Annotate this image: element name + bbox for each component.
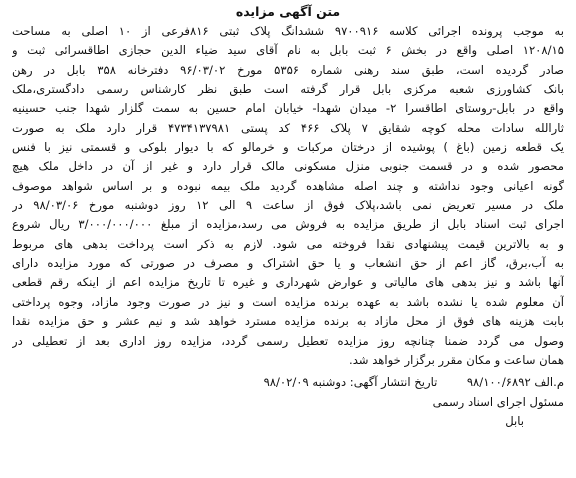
body-line: و به بالاترین قیمت پیشنهادی نقدا فروخته می شود. لازم به ذکر است پرداخت بدهی های مربوط xyxy=(12,236,564,251)
publish-date: تاریخ انتشار آگهی: دوشنبه ۹۸/۰۲/۰۹ xyxy=(263,375,438,390)
body-line: ملک در مسیر تعریض نمی باشد،پلاک فوق از ساعت ۹ الی ۱۲ روز دوشنبه مورخ ۹۸/۰۳/۰۶ در xyxy=(12,198,564,213)
body-line: آنها باشد و نیز بدهی های مالیاتی و عوارض شهرداری و غیره تا تاریخ مزایده اعم از اینکه رقم قطعی xyxy=(12,275,564,290)
signatory-city-text: بابل xyxy=(505,413,524,428)
signatory-title: مسئول اجرای اسناد رسمی xyxy=(432,394,564,409)
notice-title: متن آگهی مزایده xyxy=(235,4,341,19)
body-line: گونه اعیانی وجود نداشته و چند اصله مشاهده گردید ملک بیمه نبوده و بر اساس شواهد موصوف xyxy=(12,178,564,193)
body-line: به آب،برق، گاز اعم از حق انشعاب و یا حق اشتراک و مصرف در صورتی که مورد مزایده دارای xyxy=(12,256,564,271)
body-line: همان ساعت و مکان مقرر برگزار خواهد شد. xyxy=(349,352,564,367)
body-line: اجرای ثبت اسناد بابل از طریق مزایده به فروش می رسد،مزایده از مبلغ ۳/۰۰۰/۰۰۰/۰۰۰ ریال شروع xyxy=(12,217,564,232)
body-line: به موجب پرونده اجرائی کلاسه ۹۷۰۰۹۱۶ ششدانگ پلاک ثبتی ۸۱۶فرعی از ۱۰ اصلی به مساحت xyxy=(12,24,564,38)
reference-number: م.الف ۹۸/۱۰۰/۶۸۹۲ xyxy=(466,375,564,390)
body-line: یک قطعه زمین (باغ ) پوشیده از درختان مرکبات و خرمالو که با دیوار بلوکی و قسمتی نیز با فنس xyxy=(12,140,564,155)
body-line: بابت هزینه های فوق از محل مازاد به برنده مزایده مسترد خواهد شد و نیم عشر و حق مزایده نقدا xyxy=(12,314,564,329)
body-line: ثارالله سادات محله کوچه شقایق ۷ پلاک ۴۶۶ کد پستی ۴۷۳۴۱۳۷۹۸۱ قرار دارد ملک به صورت xyxy=(12,120,564,135)
body-line: واقع در بابل-روستای اطاقسرا ۲- میدان شهدا- خیابان امام حسین به سمت گلزار شهدا جنب حسینیه xyxy=(12,101,564,116)
body-line: آن معلوم شده یا نشده باشد به عهده برنده مزایده است و نیز در صورت وجود مازاد، وجوه پرداختی xyxy=(12,294,564,309)
auction-notice xyxy=(10,0,566,478)
body-line: ۱۲۰۸/۱۵ اصلی واقع در بخش ۶ ثبت بابل به نام آقای سید ضیاء الدین حجازی اطاقسرائی ثبت و xyxy=(12,43,564,58)
reference-and-date-line xyxy=(12,373,564,392)
body-line: صادر گردیده است، طبق سند رهنی شماره ۵۳۵۶ مورخ ۹۶/۰۳/۰۲ دفترخانه ۳۵۸ بابل در رهن xyxy=(12,62,564,77)
notice-body xyxy=(12,22,564,370)
signatory-city xyxy=(12,412,564,431)
body-line: بانک کشاورزی شعبه مرکزی بابل قرار گرفته است طبق نظر کارشناس رسمی دادگستری،ملک xyxy=(12,82,564,97)
body-line: محصور شده و در قسمت جنوبی منزل مسکونی مالک قرار دارد و غیر از آن در داخل ملک هیچ xyxy=(12,159,564,174)
body-line: وصول می گردد ضمنا چنانچه روز مزایده تعطیل رسمی گردد، مزایده روز اداری بعد از تعطیلی در xyxy=(12,333,564,348)
